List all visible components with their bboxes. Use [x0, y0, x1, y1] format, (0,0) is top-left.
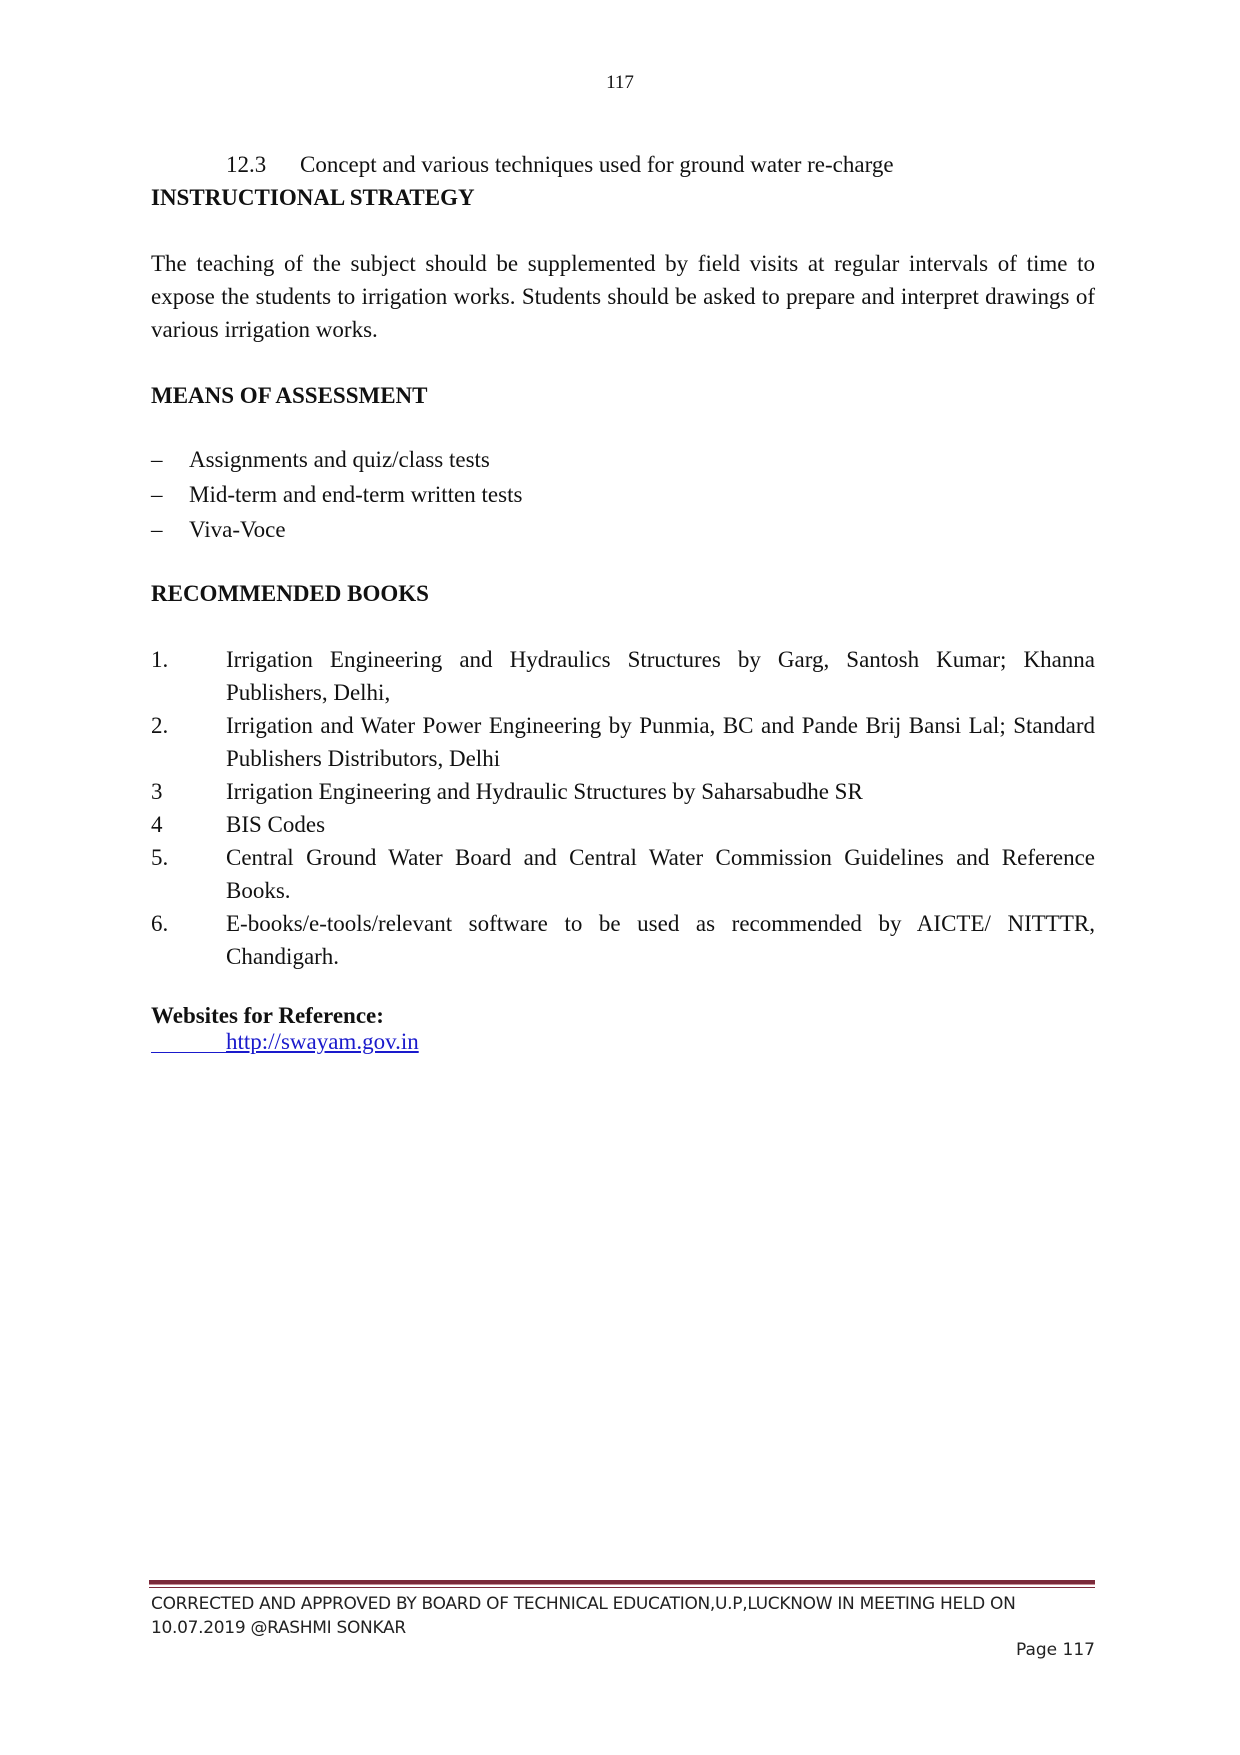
books-list [151, 643, 1095, 973]
list-item [151, 808, 1095, 841]
book-text: Irrigation Engineering and Hydraulics Structures by Garg, Santosh Kumar; Khanna Publishers, Delhi, [226, 647, 1095, 705]
book-number: 1. [151, 647, 169, 672]
book-number: 3 [151, 779, 163, 804]
list-item [151, 775, 1095, 808]
assessment-heading: MEANS OF ASSESSMENT [151, 383, 428, 408]
footer-rule [149, 1580, 1095, 1585]
list-item [151, 907, 1095, 973]
book-number: 6. [151, 911, 169, 936]
link-underline-spacer [151, 1029, 226, 1053]
assessment-item-text: Assignments and quiz/class tests [189, 447, 490, 472]
topic-number: 12.3 [226, 152, 267, 177]
book-text: BIS Codes [226, 812, 326, 837]
footer-rule-thin [149, 1587, 1095, 1588]
list-item [151, 643, 1095, 709]
list-item [151, 512, 1095, 547]
assessment-list [151, 442, 1095, 547]
instructional-strategy-heading: INSTRUCTIONAL STRATEGY [151, 185, 475, 210]
dash-bullet: – [151, 482, 163, 507]
footer-note: CORRECTED AND APPROVED BY BOARD OF TECHNICAL EDUCATION,U.P,LUCKNOW IN MEETING HELD ON 10.07.2019 @RASHMI SONKAR [151, 1594, 1016, 1638]
book-text: Central Ground Water Board and Central Water Commission Guidelines and Reference Books. [226, 845, 1095, 903]
topic-line [151, 148, 1095, 181]
book-text: E-books/e-tools/relevant software to be used as recommended by AICTE/ NITTTR, Chandigarh. [226, 911, 1095, 969]
assessment-item-text: Mid-term and end-term written tests [189, 482, 523, 507]
swayam-link[interactable]: http://swayam.gov.in [226, 1029, 419, 1054]
book-number: 5. [151, 845, 169, 870]
dash-bullet: – [151, 517, 163, 542]
list-item [151, 709, 1095, 775]
page-number-top: 117 [606, 72, 634, 93]
list-item [151, 477, 1095, 512]
topic-text: Concept and various techniques used for ground water re-charge [300, 152, 894, 177]
book-text: Irrigation Engineering and Hydraulic Structures by Saharsabudhe SR [226, 779, 863, 804]
document-body [151, 148, 1095, 1055]
books-heading: RECOMMENDED BOOKS [151, 581, 429, 606]
list-item [151, 841, 1095, 907]
book-number: 2. [151, 713, 169, 738]
list-item [151, 442, 1095, 477]
footer-page-number: Page 117 [1015, 1640, 1095, 1660]
website-link-line [151, 1029, 1095, 1055]
assessment-item-text: Viva-Voce [189, 517, 286, 542]
instructional-strategy-paragraph: The teaching of the subject should be supplemented by field visits at regular intervals of time to expose the students to irrigation works. Students should be asked to prepare and interpret drawings of various irrigation works. [151, 251, 1095, 342]
book-number: 4 [151, 812, 163, 837]
book-text: Irrigation and Water Power Engineering by Punmia, BC and Pande Brij Bansi Lal; Standard Publishers Distributors, Delhi [226, 713, 1095, 771]
websites-heading: Websites for Reference: [151, 1003, 384, 1028]
dash-bullet: – [151, 447, 163, 472]
